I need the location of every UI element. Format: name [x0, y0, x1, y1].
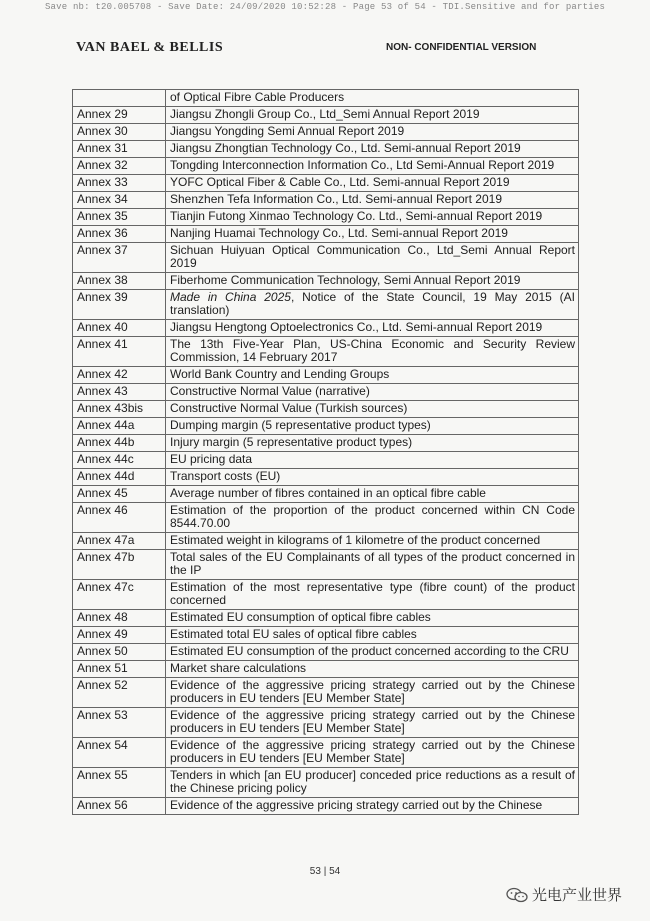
annex-number: Annex 47a — [73, 533, 166, 550]
annex-number: Annex 32 — [73, 158, 166, 175]
annex-description: Estimation of the proportion of the product concerned within CN Code 8544.70.00 — [170, 503, 575, 530]
annex-description: Constructive Normal Value (Turkish sources) — [170, 401, 408, 415]
table-row — [73, 580, 579, 610]
annex-number: Annex 49 — [73, 627, 166, 644]
annex-description: Tianjin Futong Xinmao Technology Co. Ltd., Semi-annual Report 2019 — [170, 209, 543, 223]
annex-description: Estimated total EU sales of optical fibre cables — [170, 627, 417, 641]
annex-description: Estimated weight in kilograms of 1 kilometre of the product concerned — [170, 533, 541, 547]
annex-description: Evidence of the aggressive pricing strategy carried out by the Chinese producers in EU tenders [EU Member State] — [170, 678, 575, 705]
annex-description: Fiberhome Communication Technology, Semi Annual Report 2019 — [170, 273, 521, 287]
annex-number: Annex 53 — [73, 708, 166, 738]
annex-description: Transport costs (EU) — [170, 469, 281, 483]
annex-number: Annex 35 — [73, 209, 166, 226]
annex-description-cell — [166, 627, 579, 644]
annex-number — [73, 90, 166, 107]
table-row — [73, 401, 579, 418]
annex-description-cell — [166, 661, 579, 678]
table-row — [73, 708, 579, 738]
annex-number: Annex 38 — [73, 273, 166, 290]
annex-description: Total sales of the EU Complainants of all types of the product concerned in the IP — [170, 550, 575, 577]
annex-description: Jiangsu Hengtong Optoelectronics Co., Ltd. Semi-annual Report 2019 — [170, 320, 543, 334]
table-row — [73, 192, 579, 209]
table-row — [73, 367, 579, 384]
table-row — [73, 627, 579, 644]
annex-description: Estimation of the most representative type (fibre count) of the product concerned — [170, 580, 575, 607]
annex-description-cell — [166, 452, 579, 469]
annex-description-cell — [166, 580, 579, 610]
annex-number: Annex 56 — [73, 798, 166, 815]
annex-number: Annex 55 — [73, 768, 166, 798]
save-info-line: Save nb: t20.005708 - Save Date: 24/09/2020 10:52:28 - Page 53 of 54 - TDI.Sensitive and for parties — [44, 2, 606, 12]
wechat-logo-icon — [506, 887, 528, 903]
annex-number: Annex 39 — [73, 290, 166, 320]
table-row — [73, 469, 579, 486]
annex-description-cell — [166, 503, 579, 533]
annex-description-cell — [166, 768, 579, 798]
annex-description-cell — [166, 90, 579, 107]
annex-description-cell — [166, 644, 579, 661]
annex-description: The 13th Five-Year Plan, US-China Economic and Security Review Commission, 14 February 2017 — [170, 337, 575, 364]
table-row — [73, 175, 579, 192]
annex-number: Annex 30 — [73, 124, 166, 141]
annex-description: Jiangsu Yongding Semi Annual Report 2019 — [170, 124, 405, 138]
table-row — [73, 141, 579, 158]
table-row — [73, 452, 579, 469]
annex-description-cell — [166, 469, 579, 486]
document-title: Made in China 2025 — [170, 290, 291, 304]
annex-number: Annex 47c — [73, 580, 166, 610]
classification-label: NON- CONFIDENTIAL VERSION — [386, 42, 537, 53]
annex-description-cell — [166, 798, 579, 815]
annex-number: Annex 47b — [73, 550, 166, 580]
annex-description: Constructive Normal Value (narrative) — [170, 384, 370, 398]
annex-description: Tongding Interconnection Information Co., Ltd Semi-Annual Report 2019 — [170, 158, 555, 172]
watermark-text: 光电产业世界 — [532, 887, 623, 904]
annex-description-cell — [166, 367, 579, 384]
annex-number: Annex 46 — [73, 503, 166, 533]
table-row — [73, 678, 579, 708]
annex-description-cell — [166, 435, 579, 452]
annex-number: Annex 31 — [73, 141, 166, 158]
annex-number: Annex 43 — [73, 384, 166, 401]
annex-description: Evidence of the aggressive pricing strategy carried out by the Chinese producers in EU tenders [EU Member State] — [170, 708, 575, 735]
annex-description-cell — [166, 158, 579, 175]
table-row — [73, 158, 579, 175]
annex-description-cell — [166, 550, 579, 580]
annex-number: Annex 44c — [73, 452, 166, 469]
table-row — [73, 226, 579, 243]
annex-description-cell — [166, 610, 579, 627]
table-row — [73, 661, 579, 678]
table-row — [73, 738, 579, 768]
annex-number: Annex 54 — [73, 738, 166, 768]
annex-number: Annex 48 — [73, 610, 166, 627]
annex-description: Estimated EU consumption of optical fibre cables — [170, 610, 431, 624]
table-row — [73, 384, 579, 401]
annex-number: Annex 29 — [73, 107, 166, 124]
table-row — [73, 435, 579, 452]
annex-description: World Bank Country and Lending Groups — [170, 367, 390, 381]
annex-number: Annex 43bis — [73, 401, 166, 418]
annex-description: Injury margin (5 representative product types) — [170, 435, 413, 449]
annex-number: Annex 33 — [73, 175, 166, 192]
annex-description-cell — [166, 678, 579, 708]
annex-description-cell — [166, 708, 579, 738]
annex-description: Sichuan Huiyuan Optical Communication Co., Ltd_Semi Annual Report 2019 — [170, 243, 575, 270]
annex-description-cell — [166, 290, 579, 320]
annex-description: Estimated EU consumption of the product concerned according to the CRU — [170, 644, 569, 658]
annex-description-cell — [166, 337, 579, 367]
annex-description: EU pricing data — [170, 452, 253, 466]
annex-description-cell — [166, 401, 579, 418]
annex-description-cell — [166, 418, 579, 435]
annex-number: Annex 44d — [73, 469, 166, 486]
annex-description-cell — [166, 124, 579, 141]
annex-description-cell — [166, 273, 579, 290]
annex-number: Annex 34 — [73, 192, 166, 209]
table-row — [73, 503, 579, 533]
annex-number: Annex 37 — [73, 243, 166, 273]
annex-number: Annex 41 — [73, 337, 166, 367]
table-row — [73, 124, 579, 141]
annex-number: Annex 36 — [73, 226, 166, 243]
table-row — [73, 533, 579, 550]
annex-description: Average number of fibres contained in an optical fibre cable — [170, 486, 486, 500]
annex-description-cell — [166, 175, 579, 192]
watermark — [506, 884, 622, 905]
annex-description: Nanjing Huamai Technology Co., Ltd. Semi-annual Report 2019 — [170, 226, 508, 240]
annex-description: , Notice of the State Council, 19 May 2015 (AI translation) — [170, 290, 575, 317]
annex-description: Dumping margin (5 representative product types) — [170, 418, 431, 432]
annex-description: Market share calculations — [170, 661, 307, 675]
annex-description-cell — [166, 141, 579, 158]
annex-number: Annex 40 — [73, 320, 166, 337]
annex-number: Annex 42 — [73, 367, 166, 384]
annex-number: Annex 52 — [73, 678, 166, 708]
annex-description-cell — [166, 243, 579, 273]
annex-description-cell — [166, 209, 579, 226]
annex-description-cell — [166, 192, 579, 209]
table-row — [73, 550, 579, 580]
annex-number: Annex 51 — [73, 661, 166, 678]
annex-description-cell — [166, 384, 579, 401]
annex-description-cell — [166, 533, 579, 550]
annex-description: of Optical Fibre Cable Producers — [170, 90, 345, 104]
table-row — [73, 337, 579, 367]
table-row — [73, 290, 579, 320]
annex-description: Evidence of the aggressive pricing strategy carried out by the Chinese producers in EU tenders [EU Member State] — [170, 738, 575, 765]
page-number: 53 | 54 — [309, 866, 341, 877]
annex-number: Annex 45 — [73, 486, 166, 503]
table-row — [73, 798, 579, 815]
annex-number: Annex 44b — [73, 435, 166, 452]
annex-description-cell — [166, 107, 579, 124]
annex-description: Tenders in which [an EU producer] conceded price reductions as a result of the Chinese pricing policy — [170, 768, 575, 795]
annex-description-cell — [166, 738, 579, 768]
table-row — [73, 107, 579, 124]
annex-description-cell — [166, 226, 579, 243]
table-row — [73, 486, 579, 503]
table-row — [73, 418, 579, 435]
table-row — [73, 90, 579, 107]
annex-number: Annex 50 — [73, 644, 166, 661]
table-row — [73, 320, 579, 337]
annex-number: Annex 44a — [73, 418, 166, 435]
table-row — [73, 209, 579, 226]
annex-table — [72, 89, 579, 815]
table-row — [73, 273, 579, 290]
table-row — [73, 610, 579, 627]
table-row — [73, 243, 579, 273]
annex-description: Jiangsu Zhongtian Technology Co., Ltd. Semi-annual Report 2019 — [170, 141, 521, 155]
annex-description-cell — [166, 320, 579, 337]
table-row — [73, 768, 579, 798]
annex-description: Jiangsu Zhongli Group Co., Ltd_Semi Annual Report 2019 — [170, 107, 480, 121]
firm-name: VAN BAEL & BELLIS — [76, 40, 224, 55]
table-row — [73, 644, 579, 661]
annex-description: YOFC Optical Fiber & Cable Co., Ltd. Semi-annual Report 2019 — [170, 175, 510, 189]
annex-description-cell — [166, 486, 579, 503]
annex-description: Shenzhen Tefa Information Co., Ltd. Semi-annual Report 2019 — [170, 192, 502, 206]
annex-description: Evidence of the aggressive pricing strategy carried out by the Chinese — [170, 798, 543, 812]
